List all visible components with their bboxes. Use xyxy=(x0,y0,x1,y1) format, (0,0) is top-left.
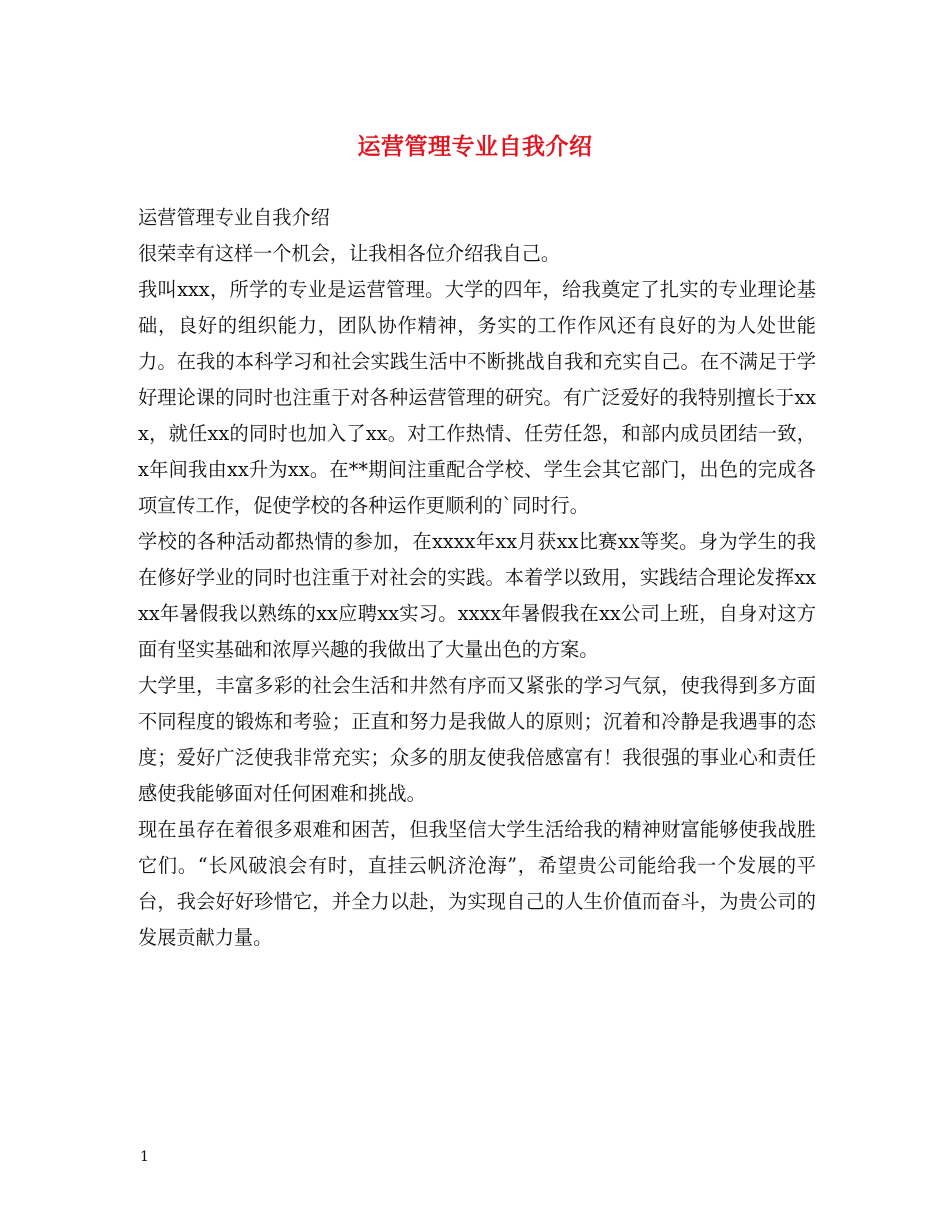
paragraph-intro: 很荣幸有这样一个机会，让我相各位介绍我自己。 xyxy=(138,242,561,265)
paragraph-heading: 运营管理专业自我介绍 xyxy=(138,206,330,229)
document-title: 运营管理专业自我介绍 xyxy=(357,133,593,160)
page-number: 1 xyxy=(140,1149,149,1165)
paragraph-university-life: 大学里，丰富多彩的社会生活和井然有序而又紧张的学习气氛，使我得到多方面不同程度的锻炼和考验；正直和努力是我做人的原则；沉着和冷静是我遇事的态度；爱好广泛使我非常充实；众多的朋友使我倍感富有！我很强的事业心和责任感使我能够面对任何困难和挑战。 xyxy=(138,674,816,805)
paragraph-activities: 学校的各种活动都热情的参加，在xxxx年xx月获xx比赛xx等奖。身为学生的我在修好学业的同时也注重于对社会的实践。本着学以致用，实践结合理论发挥xxxx年暑假我以熟练的xx应聘xx实习。xxxx年暑假我在xx公司上班，自身对这方面有坚实基础和浓厚兴趣的我做出了大量出色的方案。 xyxy=(138,530,816,661)
paragraph-closing: 现在虽存在着很多艰难和困苦，但我坚信大学生活给我的精神财富能够使我战胜它们。“长风破浪会有时，直挂云帆济沧海”，希望贵公司能给我一个发展的平台，我会好好珍惜它，并全力以赴，为实现自己的人生价值而奋斗，为贵公司的发展贡献力量。 xyxy=(138,818,816,949)
document-body xyxy=(138,200,816,956)
paragraph-background: 我叫xxx，所学的专业是运营管理。大学的四年，给我奠定了扎实的专业理论基础，良好的组织能力，团队协作精神，务实的工作作风还有良好的为人处世能力。在我的本科学习和社会实践生活中不断挑战自我和充实自己。在不满足于学好理论课的同时也注重于对各种运营管理的研究。有广泛爱好的我特别擅长于xxx，就任xx的同时也加入了xx。对工作热情、任劳任怨，和部内成员团结一致，x年间我由xx升为xx。在**期间注重配合学校、学生会其它部门，出色的完成各项宣传工作，促使学校的各种运作更顺利的`同时行。 xyxy=(138,278,816,517)
